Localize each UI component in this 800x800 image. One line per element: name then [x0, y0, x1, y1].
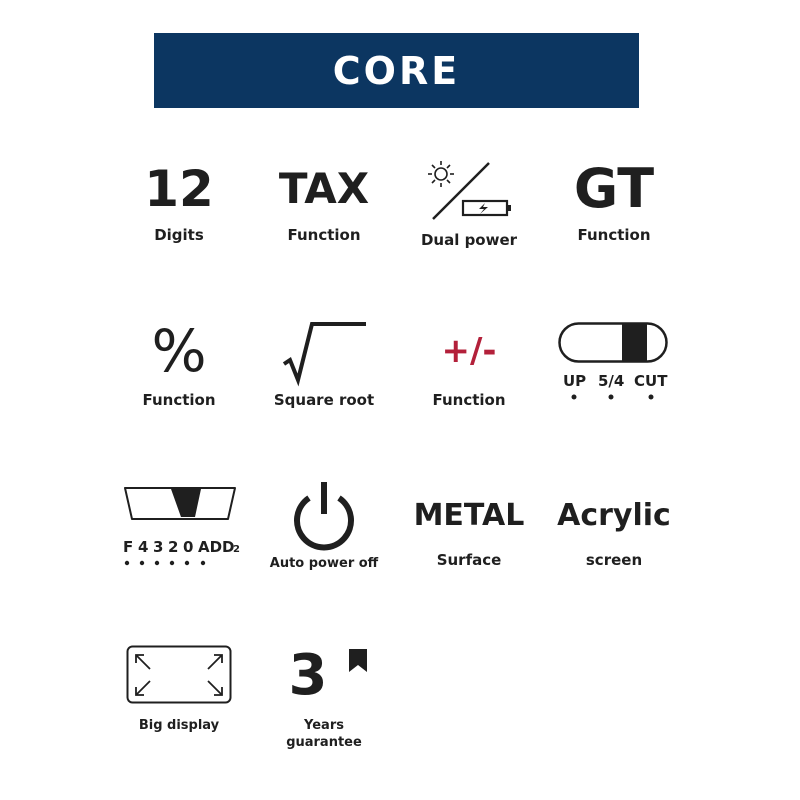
sqrt-label: Square root [273, 391, 375, 409]
decimal-switch-icon [99, 484, 259, 524]
rounding-option-54: 5/4 [598, 372, 625, 390]
power-icon [244, 478, 404, 552]
feature-decimal-switch [99, 484, 259, 568]
guarantee-label-line2: guarantee [286, 735, 362, 750]
feature-tax [244, 160, 404, 244]
decimal-option-f: F [123, 538, 134, 556]
auto-power-off-label: Auto power off [269, 556, 379, 571]
plus-minus-label: Function [432, 391, 506, 409]
decimal-option-2: 2 [168, 538, 179, 556]
square-root-icon [244, 318, 404, 384]
decimal-option-3: 3 [153, 538, 164, 556]
tax-value: TAX [278, 164, 370, 213]
feature-rounding-switch [534, 320, 694, 402]
decimal-option-add-subscript: 2 [233, 544, 240, 555]
gt-value: GT [573, 157, 655, 220]
metal-value: METAL [413, 498, 525, 533]
feature-digits [99, 160, 259, 244]
guarantee-years-value: 3 [288, 643, 328, 708]
plus-minus-value: +/- [441, 331, 497, 371]
decimal-option-4: 4 [138, 538, 149, 556]
feature-acrylic [534, 494, 694, 569]
feature-auto-power-off [244, 478, 404, 571]
decimal-option-add: ADD [198, 538, 235, 556]
gt-label: Function [577, 226, 651, 244]
bookmark-icon [348, 649, 368, 673]
header-banner [154, 33, 639, 108]
digits-value: 12 [144, 160, 214, 218]
rounding-option-up: UP [563, 372, 587, 390]
tax-label: Function [287, 226, 361, 244]
expand-display-icon [99, 645, 259, 705]
rounding-switch-icon [534, 320, 694, 368]
sun-battery-icon [389, 155, 549, 221]
feature-metal [389, 494, 549, 569]
feature-sqrt [244, 318, 404, 409]
feature-gt [534, 157, 694, 244]
percent-label: Function [142, 391, 216, 409]
page-title: CORE [332, 48, 461, 93]
feature-percent [99, 318, 259, 409]
feature-dual-power [389, 155, 549, 249]
percent-value: % [151, 317, 207, 385]
feature-plus-minus [389, 318, 549, 409]
dual-power-label: Dual power [420, 231, 518, 249]
decimal-option-0: 0 [183, 538, 194, 556]
acrylic-label: screen [585, 551, 643, 569]
feature-guarantee [244, 645, 404, 751]
big-display-label: Big display [138, 718, 220, 733]
feature-big-display [99, 645, 259, 733]
metal-label: Surface [436, 551, 502, 569]
digits-label: Digits [154, 226, 204, 244]
acrylic-value: Acrylic [557, 498, 671, 533]
rounding-option-cut: CUT [634, 372, 668, 390]
guarantee-label-line1: Years [304, 718, 344, 733]
